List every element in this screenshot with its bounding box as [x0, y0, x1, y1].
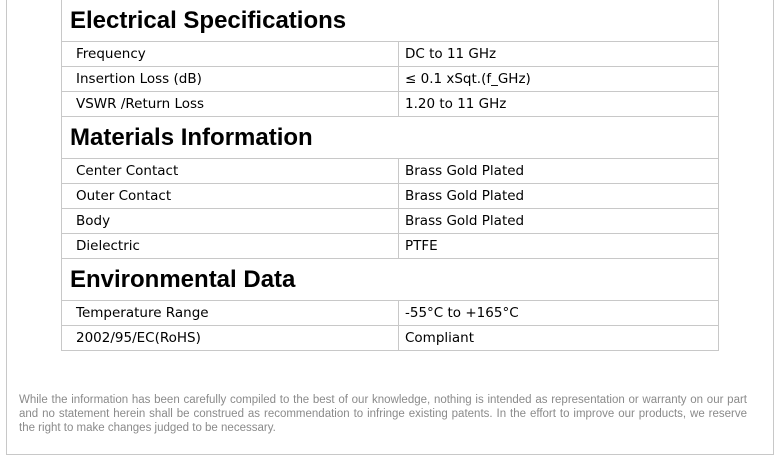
table-row — [62, 301, 719, 326]
table-row — [62, 326, 719, 351]
table-row — [62, 159, 719, 184]
spec-value: Brass Gold Plated — [399, 159, 719, 184]
spec-label: Frequency — [62, 42, 399, 67]
table-row — [62, 92, 719, 117]
spec-label: 2002/95/EC(RoHS) — [62, 326, 399, 351]
spec-value: DC to 11 GHz — [399, 42, 719, 67]
spec-label: VSWR /Return Loss — [62, 92, 399, 117]
table-row — [62, 234, 719, 259]
table-row — [62, 209, 719, 234]
table-row — [62, 67, 719, 92]
spec-label: Center Contact — [62, 159, 399, 184]
spec-value: PTFE — [399, 234, 719, 259]
spec-value: ≤ 0.1 xSqt.(f_GHz) — [399, 67, 719, 92]
table-row — [62, 184, 719, 209]
section-header-electrical — [62, 0, 719, 42]
section-title: Electrical Specifications — [62, 0, 719, 42]
section-title: Materials Information — [62, 117, 719, 159]
section-title: Environmental Data — [62, 259, 719, 301]
spec-value: Compliant — [399, 326, 719, 351]
spec-label: Insertion Loss (dB) — [62, 67, 399, 92]
spec-label: Body — [62, 209, 399, 234]
spec-label: Temperature Range — [62, 301, 399, 326]
spec-label: Dielectric — [62, 234, 399, 259]
disclaimer-text: While the information has been carefully compiled to the best of our knowledge, nothing is intended as representation or warranty on our part and no statement herein shall be construed as recommendation to infringe existing patents. In the effort to improve our products, we reserve the right to make changes judged to be necessary. — [19, 394, 747, 434]
section-header-materials — [62, 117, 719, 159]
spec-value: 1.20 to 11 GHz — [399, 92, 719, 117]
spec-value: -55°C to +165°C — [399, 301, 719, 326]
section-header-environmental — [62, 259, 719, 301]
specifications-table — [61, 0, 719, 351]
table-row — [62, 42, 719, 67]
spec-value: Brass Gold Plated — [399, 184, 719, 209]
spec-label: Outer Contact — [62, 184, 399, 209]
spec-value: Brass Gold Plated — [399, 209, 719, 234]
